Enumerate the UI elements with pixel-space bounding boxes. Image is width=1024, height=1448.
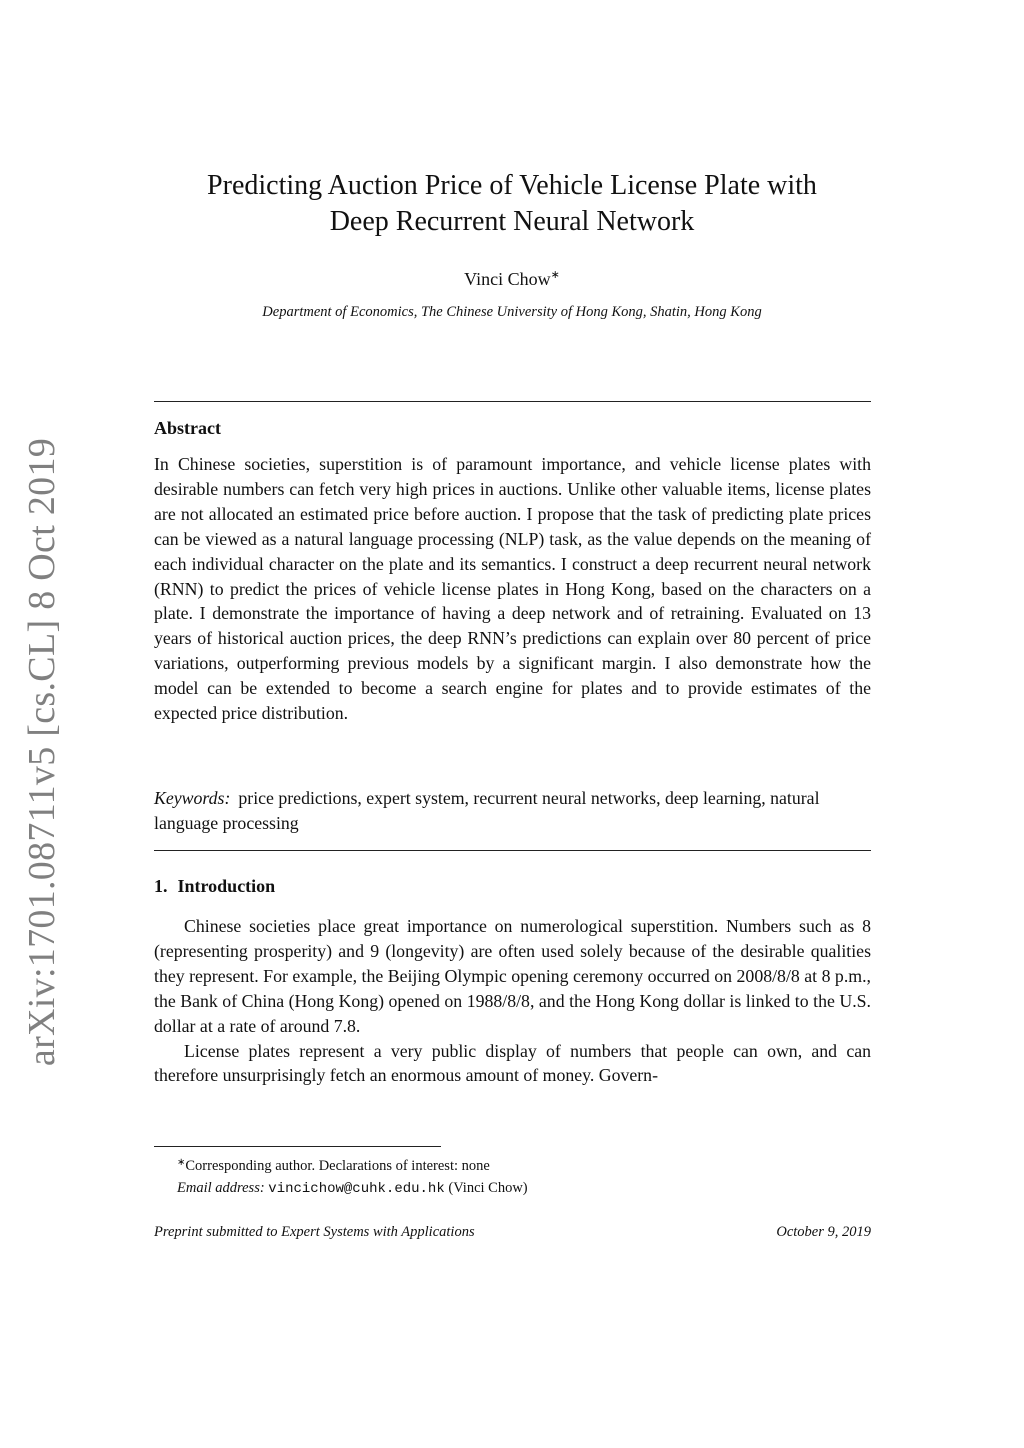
author-footnote-mark[interactable]: ∗ — [550, 269, 560, 281]
author-line — [0, 268, 1024, 290]
footnote-corresponding-text: Corresponding author. Declarations of interest: none — [185, 1158, 490, 1174]
email-label: Email address: — [177, 1180, 265, 1196]
author-name: Vinci Chow — [464, 269, 551, 289]
preprint-date: October 9, 2019 — [776, 1224, 871, 1240]
keywords — [154, 786, 871, 836]
email-owner: (Vinci Chow) — [448, 1180, 528, 1196]
section-heading-introduction — [154, 876, 275, 897]
footnote — [177, 1152, 528, 1200]
abstract-text: In Chinese societies, superstition is of paramount importance, and vehicle license plates with desirable numbers can fetch very high prices in auctions. Unlike other valuable items, license plates are not allocated an estimated price before auction. I propose that the task of predicting plate prices can be viewed as a natural language processing (NLP) task, as the value depends on the meaning of each individual character on the plate and its semantics. I construct a deep recurrent neural network (RNN) to predict the prices of vehicle license plates in Hong Kong, based on the characters on a plate. I demonstrate the importance of having a deep network and of retraining. Evaluated on 13 years of historical auction prices, the deep RNN’s predictions can explain over 80 percent of price variations, outperforming previous models by a significant margin. I also demonstrate how the model can be extended to become a search engine for plates and to provide estimates of the expected price distribution. — [154, 454, 871, 724]
introduction-paragraph-2: License plates represent a very public display of numbers that people can own, and can therefore unsurprisingly fetch an enormous amount of money. Govern- — [154, 1040, 871, 1086]
keywords-label: Keywords: — [154, 788, 231, 808]
paper-title — [140, 168, 884, 240]
section-number: 1. — [154, 876, 168, 896]
footnote-rule — [154, 1146, 441, 1147]
author-affiliation: Department of Economics, The Chinese University of Hong Kong, Shatin, Hong Kong — [262, 304, 762, 320]
title-line-1: Predicting Auction Price of Vehicle License Plate with — [207, 170, 817, 201]
arxiv-identifier[interactable]: arXiv:1701.08711v5 [cs.CL] 8 Oct 2019 — [21, 437, 63, 1067]
introduction-body — [154, 914, 871, 1088]
title-line-2: Deep Recurrent Neural Network — [329, 206, 695, 237]
abstract-top-rule — [154, 401, 871, 402]
preprint-note: Preprint submitted to Expert Systems with Applications — [154, 1224, 475, 1240]
footnote-email-line — [177, 1177, 528, 1200]
section-title: Introduction — [177, 876, 276, 896]
footnote-mark: ∗ — [177, 1157, 186, 1168]
email-link[interactable]: vincichow@cuhk.edu.hk — [268, 1181, 445, 1197]
footnote-corresponding — [177, 1152, 528, 1177]
keywords-list: price predictions, expert system, recurrent neural networks, deep learning, natural language processing — [154, 788, 820, 833]
abstract-heading: Abstract — [154, 418, 221, 438]
introduction-paragraph-1: Chinese societies place great importance on numerological superstition. Numbers such as 8 (representing prosperity) and 9 (longevity) are often used solely because of the desirable qualities they represent. For example, the Beijing Olympic opening ceremony occurred on 2008/8/8 at 8 p.m., the Bank of China (Hong Kong) opened on 1988/8/8, and the Hong Kong dollar is linked to the U.S. dollar at a rate of around 7.8. — [154, 916, 871, 1036]
abstract-bottom-rule — [154, 850, 871, 851]
